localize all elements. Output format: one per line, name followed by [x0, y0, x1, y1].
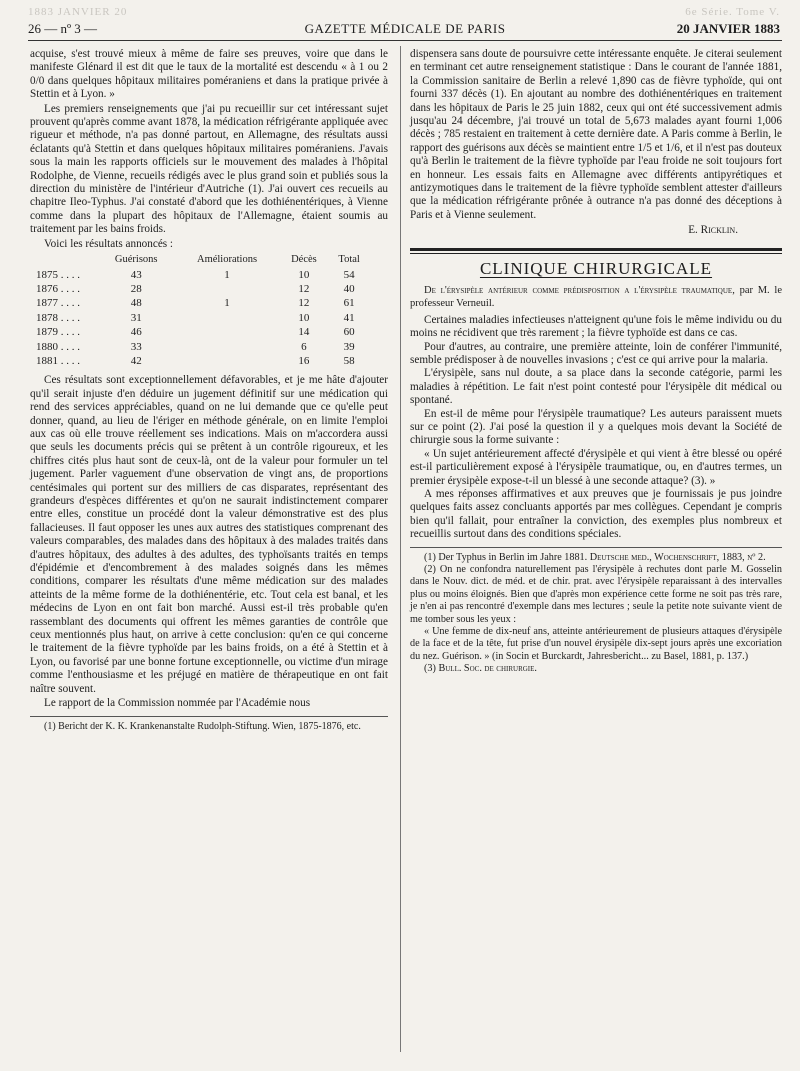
table-cell	[174, 311, 279, 325]
table-cell: 1878 . . . .	[36, 311, 80, 324]
quotation: « Un sujet antérieurement affecté d'érysipèle et qui vient à être blessé ou opéré est-il particulièrement exposé à l'érysipèle traumatique, ou, en d'autres termes, un premier érysipèle expose-t-il un blessé à une seconde attaque? (3). »	[410, 447, 782, 487]
paragraph: Certaines maladies infectieuses n'atteignent qu'une fois le même individu ou du moins ne récidivent que très rarement ; la fièvre typhoïde est dans ce cas.	[410, 313, 782, 340]
table-cell: 46	[130, 326, 142, 339]
table-header-row	[34, 253, 370, 267]
table-header: Améliorations	[196, 254, 258, 266]
table-header: Décès	[291, 254, 317, 266]
table-cell: 42	[130, 354, 142, 367]
table-cell: 16	[298, 354, 310, 367]
paragraph: Les premiers renseignements que j'ai pu recueillir sur cet intéressant sujet prouvent qu'après comme avant 1878, la médication réfrigérante appliquée avec rigueur et méthode, n'a pas donné partout, en Allemagne, des résultats aussi éclatants qu'à Stettin et dans quelques hôpitaux militaires poméraniens. J'avais sous la main les rapports officiels sur le mouvement des malades à l'hôpital Rodolphe, de Vienne, recueils rédigés avec le plus grand soin et publiés sous la direction du ministère de l'intérieur d'Autriche (1). J'ai ouvert ces recueils au chapitre Ileo-Typhus. J'ai constaté d'abord que les dothiénentériques, à Vienne comme dans la plupart des hôpitaux de l'Allemagne, étaient soumis au traitement par les bains froids.	[30, 102, 388, 236]
table-row	[34, 325, 370, 339]
paragraph: Ces résultats sont exceptionnellement défavorables, et je me hâte d'ajouter qu'il serait injuste d'en déduire un jugement définitif sur une médication qui rend des services appréciables, quand on ne lui demande que ce qu'elle peut donner, quand, au lieu de l'ériger en méthode générale, on en limite l'emploi aux cas où elle trouve réellement ses indications. Mais on m'accordera aussi que seuls les documents précis qui se prêtent à un contrôle rigoureux, et les chiffres cités plus haut sont de ceux-là, ont de la valeur pour formuler un tel jugement. Parler vaguement d'une observation de vingt ans, de proportions centésimales qui portent sur des milliers de cas disparates, représentant des grandeurs d'espèces différentes et qu'on ne saurait indistinctement comparer entre elles, constitue un procédé dont la valeur démonstrative est des plus fallacieuses. Il faut opposer les unes aux autres des statistiques comprenant des valeurs comparables, des malades dans des hôpitaux à des malades traités dans d'autres hôpitaux, des adultes à des adultes, des typhoïsants traités en temps d'épidémie et d'encombrement à des malades soignés dans les mêmes conditions, comparer les résultats d'une même médication sur des malades atteints de la même forme de la dothiénentérie, etc. Tout cela est banal, et les médecins de Lyon en ont fait bon marché. Aussi est-il très probable qu'en rassemblant des documents qui offrent les mêmes garanties de contrôle que ceux mentionnés plus haut, on arrive à cette conclusion: qu'en ce qui concerne le traitement de la fièvre typhoïde par les bains froids, on a été à Stettin et à Lyon, ou favorisé par une bonne fortune exceptionnelle, ou victime d'un mirage comme l'enthousiasme et les préjugé en matière de thérapeutique en ont fait naître souvent.	[30, 374, 388, 695]
table-cell: 1879 . . . .	[36, 326, 80, 339]
table-cell: 1880 . . . .	[36, 340, 80, 353]
section-rule	[410, 248, 782, 251]
table-header	[34, 253, 98, 267]
table-cell	[174, 282, 279, 296]
table-cell: 58	[343, 354, 355, 367]
footnote	[410, 552, 782, 564]
table-cell: 28	[130, 282, 142, 295]
table-cell: 1	[224, 268, 230, 281]
table-cell: 48	[130, 297, 142, 310]
table-cell: 1876 . . . .	[36, 282, 80, 295]
footnote	[410, 663, 782, 675]
table-row	[34, 311, 370, 325]
paragraph: dispensera sans doute de poursuivre cette intéressante enquête. Je citerai seulement en terminant cet autre renseignement statistique : Dans le courant de l'année 1881, la Commission sanitaire de Berlin a relevé 1,890 cas de fièvre typhoïde, qui ont fourni 337 décès (1). En ajoutant au nombre des dothiénentériques en traitement dans les hôpitaux de Paris le 25 juin 1882, ceux qui ont été successivement admis jusqu'au 24 décembre, j'ai trouvé un total de 5,673 malades ayant fourni 1,006 décès ; 785 restaient en traitement à cette dernière date. A Paris comme à Berlin, le rapport des guérisons aux décès se maintient entre 1/5 et 1/6, et il n'est pas douteux qu'à Berlin le traitement de la fièvre typhoïde par l'eau froide ne soit toujours fort en honneur. Les essais faits en Allemagne avec différents antipyrétiques et antizymotiques dans le traitement de la fièvre typhoïde semblent attester d'ailleurs que la médication réfrigérante prônée à outrance n'a pas donné des déceptions à Paris et à Vienne seulement.	[410, 48, 782, 221]
table-cell: 33	[130, 340, 142, 353]
bleed-through-text-left: 1883 JANVIER 20	[28, 6, 128, 18]
author-signature: E. Ricklin.	[688, 224, 738, 237]
table-row	[34, 340, 370, 354]
footnote-source: Deutsche med., Wochenschrift, 1883, nº 2.	[589, 551, 766, 563]
paragraph: acquise, s'est trouvé mieux à même de faire ses preuves, voire que dans le manifeste Glénard il est dit que le taux de la mortalité est descendu « à 1 ou 2 0/0 dans quelques hôpitaux militaires poméraniens et dans la pratique privée à Stettin et à Lyon. »	[30, 48, 388, 101]
table-cell: 41	[343, 311, 355, 324]
page-header	[28, 18, 782, 41]
table-cell: 10	[298, 268, 310, 281]
article-title: De l'érysipèle antérieur comme prédisposition a l'érysipèle traumatique,	[424, 284, 735, 296]
table-row	[34, 282, 370, 296]
table-cell	[174, 325, 279, 339]
footnote: « Une femme de dix-neuf ans, atteinte antérieurement de plusieurs attaques d'érysipèle de la face et de la tête, fut prise d'un nouvel érysipèle dix-sept jours après une excoriation du nez. Guérison. » (in Socin et Burckardt, Jahresbericht... zu Basel, 1881, p. 137.)	[410, 626, 782, 662]
table-cell: 12	[298, 297, 310, 310]
paragraph: Le rapport de la Commission nommée par l'Académie nous	[44, 697, 311, 710]
table-cell: 39	[343, 340, 355, 353]
paragraph: En est-il de même pour l'érysipèle traumatique? Les auteurs paraissent muets sur ce point (2). J'ai posé la question il y a quelques mois devant la Société de chirurgie sous la forme suivante :	[410, 407, 782, 447]
table-row	[34, 268, 370, 282]
article-author: par M. le professeur Verneuil.	[410, 284, 782, 309]
table-header: Guérisons	[114, 254, 158, 266]
footnote-rule	[410, 547, 782, 548]
footnote-text: (3)	[424, 663, 439, 675]
footnote-source: Bull. Soc. de chirurgie.	[438, 663, 537, 675]
paragraph: Voici les résultats annoncés :	[44, 237, 174, 250]
table-cell: 1875 . . . .	[36, 268, 80, 281]
paragraph: Pour d'autres, au contraire, une première atteinte, loin de conférer l'immunité, semble prédisposer à de nouvelles invasions ; c'est ce qui arrive pour la malaria.	[410, 340, 782, 366]
table-cell: 6	[301, 340, 307, 353]
left-column	[30, 48, 388, 733]
bleed-through-text-right: 6e Série. Tome V.	[685, 6, 780, 18]
table-cell: 12	[298, 282, 310, 295]
table-cell: 1881 . . . .	[36, 354, 80, 367]
footnote: (2) On ne confondra naturellement pas l'érysipèle à rechutes dont parle M. Gosselin dans le Nouv. dict. de méd. et de chir. prat. avec l'érysipèle reparaissant à des intervalles plus ou moins éloignés. Bien que d'après mon expérience cette forme ne soit pas très rare, je n'en ai pas rencontré d'exemple dans mes lectures ; seule la petite note suivante vient de me tomber sous les yeux :	[410, 564, 782, 625]
footnote: (1) Bericht der K. K. Krankenanstalte Rudolph-Stiftung. Wien, 1875-1876, etc.	[44, 720, 361, 732]
section-heading: CLINIQUE CHIRURGICALE	[479, 258, 713, 278]
table-cell	[174, 354, 279, 368]
table-cell: 14	[298, 326, 310, 339]
footnote-rule	[30, 716, 388, 717]
journal-title: GAZETTE MÉDICALE DE PARIS	[304, 21, 506, 36]
column-divider	[400, 46, 401, 1052]
results-table	[34, 253, 370, 368]
table-cell: 60	[343, 326, 355, 339]
table-cell: 54	[343, 268, 355, 281]
table-cell: 1	[224, 297, 230, 310]
page-number: 26 — nº 3 —	[28, 21, 98, 36]
issue-date: 20 JANVIER 1883	[676, 21, 780, 36]
table-row	[34, 354, 370, 368]
table-cell: 40	[343, 282, 355, 295]
table-cell: 61	[343, 297, 355, 310]
table-row	[34, 296, 370, 310]
table-cell: 1877 . . . .	[36, 297, 80, 310]
table-cell	[174, 340, 279, 354]
table-header: Total	[338, 254, 360, 266]
paragraph: L'érysipèle, sans nul doute, a sa place dans la seconde catégorie, parmi les maladies à répétition. Le fait n'est point contesté pour l'érysipèle dit médical ou spontané.	[410, 367, 782, 407]
right-column	[410, 48, 782, 676]
table-cell: 43	[130, 268, 142, 281]
section-rule	[410, 253, 782, 254]
table-cell: 10	[298, 311, 310, 324]
article-subheading	[410, 284, 782, 310]
footnote-text: (1) Der Typhus in Berlin im Jahre 1881.	[424, 551, 590, 563]
paragraph: A mes réponses affirmatives et aux preuves que je fournissais je pus joindre quelques faits assez concluants apportés par mes collègues. Cependant je compris bien qu'il fallait, pour entraîner la conviction, des exemples plus nombreux et recueillis surtout dans des conditions spéciales.	[410, 487, 782, 541]
table-cell: 31	[130, 311, 142, 324]
